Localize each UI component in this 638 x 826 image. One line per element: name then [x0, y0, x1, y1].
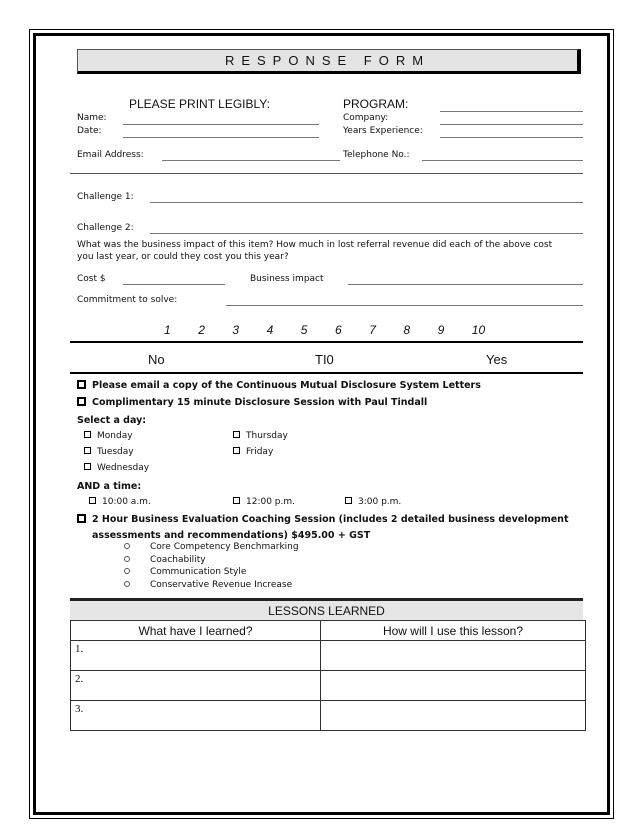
coaching-session-label-cont: assessments and recommendations) $495.00 + GST — [92, 530, 371, 541]
time-3pm-checkbox[interactable] — [345, 497, 352, 504]
program-field[interactable] — [440, 111, 583, 112]
coaching-session-option[interactable] — [77, 514, 568, 525]
challenge-1-label: Challenge 1: — [77, 192, 134, 202]
cost-label: Cost $ — [77, 274, 106, 284]
bullet-item — [124, 542, 299, 552]
day-option-tuesday[interactable] — [84, 447, 134, 457]
table-row — [71, 701, 586, 731]
table-row — [71, 641, 586, 671]
scale-top-rule — [70, 341, 583, 343]
col-use-header: How will I use this lesson? — [321, 621, 586, 641]
coaching-session-label: 2 Hour Business Evaluation Coaching Session (includes 2 detailed business development — [92, 514, 569, 525]
lessons-heading-bar — [70, 598, 583, 620]
table-row — [71, 671, 586, 701]
scale-number-1[interactable]: 1 — [164, 323, 171, 337]
print-legibly-note: PLEASE PRINT LEGIBLY: — [129, 97, 270, 111]
email-field[interactable] — [162, 160, 340, 161]
select-day-label: Select a day: — [77, 415, 147, 426]
disclosure-session-option[interactable] — [77, 397, 427, 408]
time-12pm-label: 12:00 p.m. — [246, 497, 295, 507]
email-copy-option[interactable] — [77, 380, 481, 391]
time-option-10am[interactable] — [89, 497, 151, 507]
commitment-label: Commitment to solve: — [77, 295, 178, 305]
time-option-3pm[interactable] — [345, 497, 401, 507]
disclosure-session-label: Complimentary 15 minute Disclosure Session with Paul Tindall — [92, 397, 428, 408]
scale-number-5[interactable]: 5 — [300, 323, 308, 337]
monday-checkbox[interactable] — [84, 431, 91, 438]
lesson-use-cell[interactable] — [321, 641, 586, 671]
name-label: Name: — [77, 113, 107, 123]
bullet-label: Conservative Revenue Increase — [150, 580, 293, 590]
scale-number-2[interactable]: 2 — [198, 323, 205, 337]
friday-label: Friday — [246, 447, 274, 457]
bullet-label: Coachability — [150, 555, 206, 565]
scale-tio-label: TI0 — [315, 352, 334, 367]
thursday-checkbox[interactable] — [233, 431, 240, 438]
time-3pm-label: 3:00 p.m. — [358, 497, 402, 507]
circle-bullet-icon — [124, 568, 130, 574]
impact-question: What was the business impact of this item? How much in lost referral revenue did each of the above cost — [77, 240, 553, 250]
cost-field[interactable] — [123, 284, 225, 285]
lesson-learned-cell[interactable]: 1. — [71, 641, 321, 671]
scale-number-3[interactable]: 3 — [232, 323, 240, 337]
scale-number-9[interactable]: 9 — [437, 323, 445, 337]
form-title: RESPONSE FORM — [224, 53, 431, 68]
time-10am-label: 10:00 a.m. — [102, 497, 151, 507]
bullet-item — [124, 580, 292, 590]
challenge-2-label: Challenge 2: — [77, 223, 134, 233]
lesson-learned-cell[interactable]: 3. — [71, 701, 321, 731]
business-impact-label: Business impact — [250, 274, 324, 284]
telephone-label: Telephone No.: — [343, 150, 410, 160]
friday-checkbox[interactable] — [233, 447, 240, 454]
lesson-use-cell[interactable] — [321, 701, 586, 731]
thursday-label: Thursday — [246, 431, 288, 441]
telephone-field[interactable] — [422, 160, 583, 161]
years-experience-field[interactable] — [440, 137, 583, 138]
company-label: Company: — [343, 113, 389, 123]
day-option-friday[interactable] — [233, 447, 273, 457]
challenge-2-field[interactable] — [150, 233, 583, 234]
scale-number-6[interactable]: 6 — [335, 323, 342, 337]
lessons-header-row — [71, 621, 586, 641]
header-divider — [70, 173, 583, 174]
tuesday-checkbox[interactable] — [84, 447, 91, 454]
date-label: Date: — [77, 126, 102, 136]
col-learned-header: What have I learned? — [71, 621, 321, 641]
program-label: PROGRAM: — [343, 97, 409, 111]
scale-no-label: No — [148, 352, 165, 367]
lesson-learned-cell[interactable]: 2. — [71, 671, 321, 701]
email-copy-checkbox[interactable] — [77, 380, 86, 389]
scale-yes-label: Yes — [486, 352, 508, 367]
time-option-12pm[interactable] — [233, 497, 295, 507]
name-field[interactable] — [123, 124, 319, 125]
time-12pm-checkbox[interactable] — [233, 497, 240, 504]
lessons-table — [70, 620, 586, 731]
lesson-use-cell[interactable] — [321, 671, 586, 701]
commitment-field[interactable] — [226, 305, 583, 306]
scale-bottom-rule — [70, 372, 583, 374]
bullet-label: Core Competency Benchmarking — [150, 542, 299, 552]
email-label: Email Address: — [77, 150, 144, 160]
form-title-bar — [77, 49, 581, 74]
years-experience-label: Years Experience: — [343, 126, 423, 136]
lessons-heading: LESSONS LEARNED — [268, 603, 385, 618]
bullet-label: Communication Style — [150, 567, 247, 577]
scale-number-4[interactable]: 4 — [266, 323, 274, 337]
scale-number-10[interactable]: 10 — [471, 323, 486, 337]
email-copy-label: Please email a copy of the Continuous Mutual Disclosure System Letters — [92, 380, 481, 391]
circle-bullet-icon — [124, 543, 130, 549]
scale-number-7[interactable]: 7 — [369, 323, 376, 337]
circle-bullet-icon — [124, 556, 130, 562]
bullet-item — [124, 567, 246, 577]
disclosure-session-checkbox[interactable] — [77, 397, 86, 406]
coaching-session-checkbox[interactable] — [77, 514, 86, 523]
and-time-label: AND a time: — [77, 481, 142, 492]
challenge-1-field[interactable] — [150, 202, 583, 203]
monday-label: Monday — [97, 431, 133, 441]
business-impact-field[interactable] — [348, 284, 583, 285]
circle-bullet-icon — [124, 581, 130, 587]
wednesday-checkbox[interactable] — [84, 463, 91, 470]
day-option-monday[interactable] — [84, 431, 133, 441]
time-10am-checkbox[interactable] — [89, 497, 96, 504]
day-option-wednesday[interactable] — [84, 463, 149, 473]
date-field[interactable] — [123, 137, 319, 138]
wednesday-label: Wednesday — [97, 463, 150, 473]
company-field[interactable] — [440, 124, 583, 125]
scale-number-8[interactable]: 8 — [403, 323, 411, 337]
bullet-item — [124, 555, 206, 565]
tuesday-label: Tuesday — [97, 447, 134, 457]
day-option-thursday[interactable] — [233, 431, 288, 441]
impact-question-cont: you last year, or could they cost you this year? — [77, 252, 289, 262]
